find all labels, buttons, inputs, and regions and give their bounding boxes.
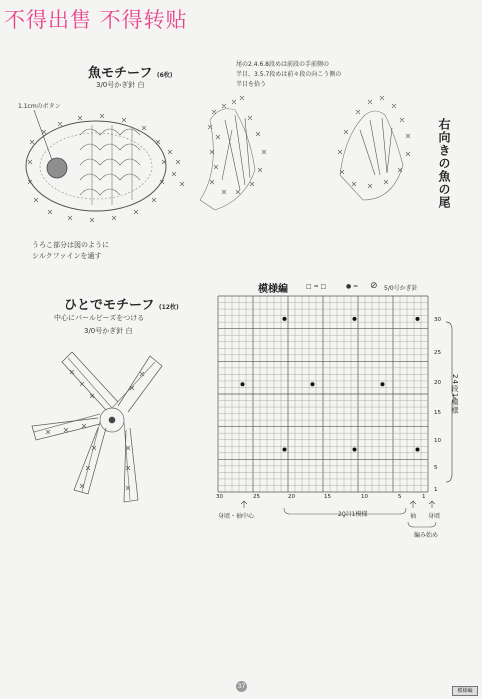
star-note: 中心にパールビーズをつける [54, 314, 145, 322]
pattern-dot [283, 317, 287, 321]
tail-note-line1: 尾の2.4.6.8段めは前段の手前側の [236, 61, 329, 68]
pattern-dot [353, 448, 357, 452]
button-label: 1.1cmのボタン [18, 103, 61, 110]
row-label: 10 [434, 438, 441, 444]
tail-note-line3: 半目を拾う [236, 81, 267, 88]
fish-eye-button [47, 158, 67, 178]
col-label: 15 [324, 494, 331, 500]
pattern-dot [416, 317, 420, 321]
corner-tag: 模様編 [452, 686, 478, 696]
label-sleeve: 袖 [410, 513, 417, 520]
pattern-grid [218, 296, 428, 492]
tail-note [236, 60, 341, 90]
fish-tail-stitches [168, 150, 184, 186]
legend-hook-icon: ⊘ [370, 281, 378, 291]
fish-hook: 3/0号かぎ針 白 [96, 81, 145, 89]
fish-title: 魚モチーフ [88, 66, 153, 81]
col-label: 25 [253, 494, 260, 500]
pattern-dot [283, 448, 287, 452]
col-label: 5 [398, 494, 402, 500]
col-label: 1 [422, 494, 426, 500]
col-label: 10 [361, 494, 368, 500]
row-label: 25 [434, 350, 441, 356]
starfish-diagram [32, 352, 162, 502]
row-label: 20 [434, 380, 441, 386]
pattern-dot [311, 382, 315, 386]
row-label: 1 [434, 487, 438, 493]
pearl-bead [109, 417, 115, 423]
row-label: 15 [434, 410, 441, 416]
star-title: ひとでモチーフ [64, 298, 155, 313]
pattern-dot [353, 317, 357, 321]
row-label: 5 [434, 465, 438, 471]
star-count: (12枚) [158, 304, 179, 311]
side-repeat-label: 24段1模様 [451, 374, 459, 415]
star-hook: 3/0号かぎ針 白 [84, 327, 133, 335]
star-motif-title [64, 294, 179, 313]
tail-note-line2: 半目、3.5.7段めは前々段の向こう側の [236, 71, 342, 78]
right-tail-label: 右向きの魚の尾 [437, 118, 451, 209]
legend-dot: ● = [346, 283, 359, 290]
button-leader-line [34, 110, 52, 160]
scale-note-2: シルクファインを通す [32, 252, 102, 260]
pattern-dot [381, 382, 385, 386]
fish-count: (6枚) [156, 72, 173, 79]
row-labels [434, 317, 444, 497]
tail-diagram-middle [200, 96, 266, 210]
pattern-title: 模様編 [258, 284, 288, 295]
label-start: 編み始め [414, 532, 439, 539]
page-number: 37 [237, 683, 246, 690]
col-label: 20 [288, 494, 295, 500]
watermark-text: 不得出售 不得转贴 [4, 8, 188, 32]
col-label: 30 [216, 494, 223, 500]
scale-note-1: うろこ部分は図のように [32, 241, 109, 249]
pattern-dot [241, 382, 245, 386]
tail-diagram-right [338, 96, 410, 200]
fish-scales [80, 129, 140, 195]
label-body: 身頃 [428, 513, 441, 520]
label-center: 身頃・袖中心 [218, 513, 255, 520]
row-label: 30 [434, 317, 441, 323]
legend-hook: 5/0号かぎ針 [384, 285, 418, 292]
pattern-dot [416, 448, 420, 452]
legend-blank: □ = □ [306, 283, 327, 290]
bottom-repeat-label: 20目1模様 [338, 511, 368, 518]
